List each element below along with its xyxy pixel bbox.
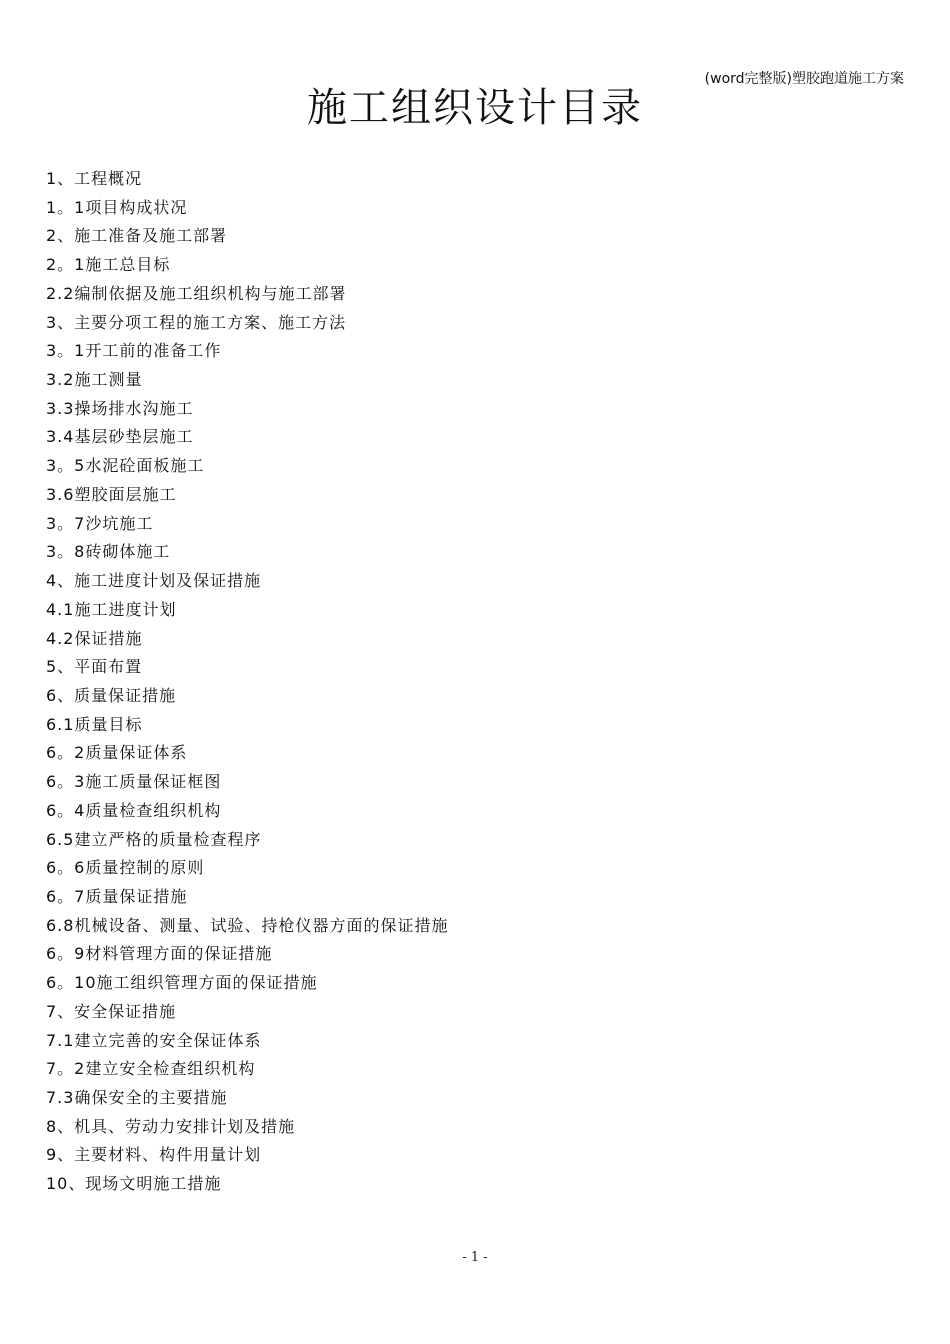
toc-item: 6。9材料管理方面的保证措施: [46, 944, 273, 964]
toc-item: 3。8砖砌体施工: [46, 542, 171, 562]
toc-item: 6。4质量检查组织机构: [46, 800, 222, 820]
toc-item: 6、质量保证措施: [46, 685, 177, 705]
toc-item: 4.2保证措施: [46, 628, 143, 648]
toc-item: 9、主要材料、构件用量计划: [46, 1145, 262, 1165]
toc-item: 3.6塑胶面层施工: [46, 484, 177, 504]
toc-item: 5、平面布置: [46, 657, 143, 677]
toc-item: 1、工程概况: [46, 169, 143, 188]
toc-item: 3。1开工前的准备工作: [46, 341, 222, 361]
toc-item: 7。2建立安全检查组织机构: [46, 1059, 256, 1079]
toc-item: 8、机具、劳动力安排计划及措施: [46, 1116, 296, 1136]
toc-item: 7、安全保证措施: [46, 1001, 177, 1021]
toc-item: 6.8机械设备、测量、试验、持枪仪器方面的保证措施: [46, 915, 449, 935]
toc-item: 6.5建立严格的质量检查程序: [46, 829, 262, 849]
toc-item: 6。7质量保证措施: [46, 886, 188, 906]
toc-item: 10、现场文明施工措施: [46, 1174, 222, 1194]
toc-item: 2、施工准备及施工部署: [46, 226, 228, 246]
toc-item: 6。2质量保证体系: [46, 743, 188, 763]
toc-item: 3。5水泥砼面板施工: [46, 456, 205, 476]
toc-item: 6.1质量目标: [46, 714, 143, 734]
toc-item: 7.1建立完善的安全保证体系: [46, 1030, 262, 1050]
toc-item: 6。6质量控制的原则: [46, 858, 205, 878]
toc-item: 2。1施工总目标: [46, 255, 171, 275]
toc-item: 4.1施工进度计划: [46, 599, 177, 619]
table-of-contents: [46, 165, 448, 1199]
page-title: 施工组织设计目录: [307, 85, 643, 131]
toc-item: 7.3确保安全的主要措施: [46, 1088, 228, 1107]
toc-item: 4、施工进度计划及保证措施: [46, 571, 262, 591]
toc-item: 3.3操场排水沟施工: [46, 398, 194, 418]
header-note: (word完整版)塑胶跑道施工方案: [704, 71, 904, 87]
toc-item: 1。1项目构成状况: [46, 197, 188, 217]
toc-item: 2.2编制依据及施工组织机构与施工部署: [46, 283, 347, 303]
toc-item: 3.4基层砂垫层施工: [46, 427, 194, 447]
page-number: - 1 -: [462, 1250, 488, 1265]
toc-item: 6。3施工质量保证框图: [46, 772, 222, 792]
toc-item: 3。7沙坑施工: [46, 513, 154, 533]
toc-item: 3.2施工测量: [46, 370, 143, 390]
toc-item: 3、主要分项工程的施工方案、施工方法: [46, 312, 347, 332]
toc-item: 6。10施工组织管理方面的保证措施: [46, 973, 318, 993]
